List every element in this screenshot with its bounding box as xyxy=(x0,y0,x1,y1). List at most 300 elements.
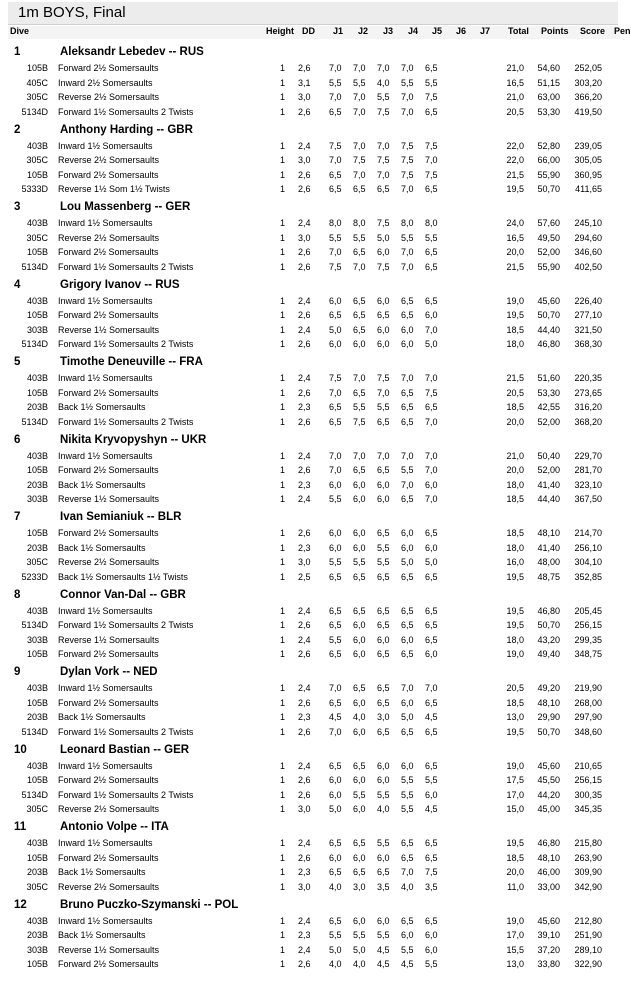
judge-score-j3: 6,5 xyxy=(377,620,390,630)
judge-score-j5: 6,5 xyxy=(425,528,438,538)
dive-total: 22,0 xyxy=(506,155,524,165)
judge-score-j4: 6,5 xyxy=(401,620,414,630)
dive-dd: 2,3 xyxy=(298,867,311,877)
judge-score-j1: 5,5 xyxy=(329,77,342,88)
dive-description: Reverse 1½ Somersaults xyxy=(58,634,160,645)
diver-header xyxy=(8,432,620,450)
judge-score-j3: 6,0 xyxy=(377,479,390,490)
dive-height: 1 xyxy=(280,944,286,955)
cumulative-score: 212,80 xyxy=(574,915,602,926)
dive-points: 48,10 xyxy=(537,852,560,863)
judge-score-j5: 6,5 xyxy=(425,261,438,272)
dive-description: Inward 1½ Somersaults xyxy=(58,218,153,228)
dive-height: 1 xyxy=(280,218,286,228)
dive-points: 46,80 xyxy=(537,605,560,616)
dive-code: 105B xyxy=(26,387,48,398)
dive-height: 1 xyxy=(280,247,286,257)
dive-points: 49,50 xyxy=(537,232,560,243)
judge-score-j1: 5,0 xyxy=(329,324,342,335)
judge-score-j4: 5,5 xyxy=(401,77,414,88)
dive-code: 105B xyxy=(26,169,48,180)
dive-height: 1 xyxy=(280,416,286,427)
dive-description: Forward 1½ Somersaults 2 Twists xyxy=(58,416,194,427)
judge-score-j2: 6,5 xyxy=(353,838,366,848)
dive-dd: 2,6 xyxy=(298,416,311,427)
dive-description: Reverse 1½ Som 1½ Twists xyxy=(58,184,170,194)
dive-row xyxy=(8,556,620,571)
dive-code: 203B xyxy=(26,542,48,553)
judge-score-j1: 6,0 xyxy=(329,295,342,306)
dive-total: 16,5 xyxy=(506,232,524,243)
dive-total: 19,5 xyxy=(506,838,524,848)
judge-score-j3: 4,5 xyxy=(377,944,390,955)
judge-score-j3: 6,5 xyxy=(377,697,390,708)
judge-score-j4: 6,0 xyxy=(401,542,414,553)
dive-description: Reverse 1½ Somersaults xyxy=(58,324,160,335)
dive-code: 305C xyxy=(26,804,48,814)
cumulative-score: 402,50 xyxy=(574,261,602,272)
judge-score-j4: 6,5 xyxy=(401,402,414,412)
dive-code: 105B xyxy=(26,697,48,708)
dive-total: 20,0 xyxy=(506,247,524,257)
dive-dd: 3,0 xyxy=(298,881,311,892)
cumulative-score: 304,10 xyxy=(574,557,602,567)
dive-row xyxy=(8,324,620,339)
judge-score-j2: 7,0 xyxy=(353,106,366,117)
dive-description: Forward 1½ Somersaults 2 Twists xyxy=(58,261,194,272)
dive-code: 203B xyxy=(26,479,48,490)
dive-points: 50,70 xyxy=(537,310,560,320)
dive-height: 1 xyxy=(280,169,286,180)
dive-description: Forward 1½ Somersaults 2 Twists xyxy=(58,726,194,737)
dive-total: 15,5 xyxy=(506,944,524,955)
judge-score-j4: 5,5 xyxy=(401,944,414,955)
judge-score-j4: 6,5 xyxy=(401,295,414,306)
dive-points: 50,40 xyxy=(537,450,560,461)
cumulative-score: 263,90 xyxy=(574,852,602,863)
dive-dd: 3,0 xyxy=(298,804,311,814)
judge-score-j1: 6,5 xyxy=(329,184,342,194)
cumulative-score: 252,05 xyxy=(574,63,602,73)
judge-score-j4: 5,5 xyxy=(401,789,414,800)
judge-score-j3: 7,0 xyxy=(377,63,390,73)
cumulative-score: 226,40 xyxy=(574,295,602,306)
dive-points: 37,20 xyxy=(537,944,560,955)
judge-score-j3: 6,0 xyxy=(377,760,390,771)
judge-score-j3: 6,0 xyxy=(377,324,390,335)
dive-row xyxy=(8,106,620,121)
dive-code: 105B xyxy=(26,528,48,538)
judge-score-j2: 5,5 xyxy=(353,789,366,800)
dive-code: 5233D xyxy=(21,571,48,582)
dive-dd: 2,4 xyxy=(298,634,311,645)
dive-row xyxy=(8,542,620,557)
dive-dd: 2,4 xyxy=(298,683,311,693)
dive-description: Reverse 2½ Somersaults xyxy=(58,557,160,567)
judge-score-j4: 5,0 xyxy=(401,557,414,567)
diver-block xyxy=(8,277,620,355)
dive-height: 1 xyxy=(280,867,286,877)
dive-height: 1 xyxy=(280,620,286,630)
dive-row xyxy=(8,760,620,775)
judge-score-j1: 6,5 xyxy=(329,605,342,616)
diver-name: Ivan Semianiuk -- BLR xyxy=(60,511,182,523)
dive-description: Reverse 1½ Somersaults xyxy=(58,944,160,955)
diver-block xyxy=(8,432,620,510)
page-title: 1m BOYS, Final xyxy=(18,4,126,21)
dive-points: 45,60 xyxy=(537,915,560,926)
dive-code: 203B xyxy=(26,402,48,412)
cumulative-score: 323,10 xyxy=(574,479,602,490)
dive-height: 1 xyxy=(280,571,286,582)
dive-height: 1 xyxy=(280,310,286,320)
diver-name: Grigory Ivanov -- RUS xyxy=(60,278,180,291)
judge-score-j3: 5,5 xyxy=(377,402,390,412)
dive-description: Back 1½ Somersaults xyxy=(58,712,146,722)
dive-total: 18,5 xyxy=(506,324,524,335)
judge-score-j1: 6,0 xyxy=(329,479,342,490)
judge-score-j2: 6,0 xyxy=(353,726,366,737)
judge-score-j4: 7,5 xyxy=(401,140,414,151)
judge-score-j4: 6,5 xyxy=(401,915,414,926)
judge-score-j5: 6,5 xyxy=(425,571,438,582)
diver-block xyxy=(8,819,620,897)
dive-code: 403B xyxy=(26,373,48,383)
judge-score-j4: 6,0 xyxy=(401,528,414,538)
col-j3: J3 xyxy=(383,26,394,36)
diver-name: Nikita Kryvopyshyn -- UKR xyxy=(60,433,207,446)
dive-code: 105B xyxy=(26,310,48,320)
dive-code: 5134D xyxy=(21,416,48,427)
dive-row xyxy=(8,605,620,620)
judge-score-j2: 6,5 xyxy=(353,295,366,306)
dive-dd: 2,4 xyxy=(298,944,311,955)
judge-score-j5: 6,0 xyxy=(425,542,438,553)
dive-row xyxy=(8,726,620,741)
dive-description: Inward 1½ Somersaults xyxy=(58,915,153,926)
judge-score-j1: 7,5 xyxy=(329,373,342,383)
judge-score-j3: 5,5 xyxy=(377,92,390,102)
judge-score-j4: 7,0 xyxy=(401,450,414,461)
col-j7: J7 xyxy=(480,26,491,36)
judge-score-j4: 6,0 xyxy=(401,634,414,645)
dive-code: 203B xyxy=(26,930,48,940)
cumulative-score: 256,10 xyxy=(574,542,602,553)
dive-code: 105B xyxy=(26,959,48,969)
dive-height: 1 xyxy=(280,915,286,926)
judge-score-j1: 5,5 xyxy=(329,557,342,567)
cumulative-score: 348,75 xyxy=(574,649,602,659)
col-pen: Pen xyxy=(614,26,631,36)
judge-score-j4: 6,5 xyxy=(401,649,414,659)
judge-score-j5: 7,0 xyxy=(425,494,438,504)
judge-score-j5: 5,5 xyxy=(425,77,438,88)
judge-score-j4: 7,0 xyxy=(401,373,414,383)
dive-total: 21,0 xyxy=(506,450,524,461)
judge-score-j3: 7,0 xyxy=(377,169,390,180)
dive-dd: 2,6 xyxy=(298,649,311,659)
judge-score-j1: 6,5 xyxy=(329,915,342,926)
dive-total: 19,0 xyxy=(506,915,524,926)
dive-points: 50,70 xyxy=(537,726,560,737)
dive-code: 203B xyxy=(26,867,48,877)
col-dd: DD xyxy=(302,26,315,36)
diver-name: Antonio Volpe -- ITA xyxy=(60,821,169,833)
dive-points: 52,00 xyxy=(537,247,560,257)
cumulative-score: 316,20 xyxy=(574,402,602,412)
judge-score-j1: 6,0 xyxy=(329,789,342,800)
diver-block xyxy=(8,897,620,975)
dive-row xyxy=(8,479,620,494)
cumulative-score: 348,60 xyxy=(574,726,602,737)
judge-score-j1: 6,5 xyxy=(329,416,342,427)
dive-total: 20,0 xyxy=(506,416,524,427)
judge-score-j1: 4,0 xyxy=(329,881,342,892)
dive-dd: 2,6 xyxy=(298,959,311,969)
judge-score-j3: 6,5 xyxy=(377,867,390,877)
diver-name: Timothe Deneuville -- FRA xyxy=(60,356,203,368)
judge-score-j2: 7,0 xyxy=(353,169,366,180)
judge-score-j2: 6,0 xyxy=(353,697,366,708)
dive-description: Inward 1½ Somersaults xyxy=(58,140,153,151)
dive-code: 203B xyxy=(26,712,48,722)
dive-total: 21,5 xyxy=(506,261,524,272)
dive-description: Forward 2½ Somersaults xyxy=(58,310,159,320)
dive-points: 55,90 xyxy=(537,169,560,180)
dive-height: 1 xyxy=(280,760,286,771)
dive-code: 303B xyxy=(26,494,48,504)
dive-height: 1 xyxy=(280,838,286,848)
dive-total: 19,0 xyxy=(506,649,524,659)
dive-dd: 2,4 xyxy=(298,494,311,504)
dive-description: Back 1½ Somersaults xyxy=(58,930,146,940)
dive-points: 45,60 xyxy=(537,760,560,771)
judge-score-j3: 6,0 xyxy=(377,247,390,257)
judge-score-j5: 7,0 xyxy=(425,324,438,335)
dive-row xyxy=(8,183,620,198)
dive-dd: 3,0 xyxy=(298,155,311,165)
judge-score-j4: 6,0 xyxy=(401,324,414,335)
diver-header xyxy=(8,44,620,62)
dive-dd: 3,0 xyxy=(298,92,311,102)
dive-points: 44,40 xyxy=(537,324,560,335)
dive-height: 1 xyxy=(280,77,286,88)
col-height: Height xyxy=(266,26,294,36)
dive-total: 20,5 xyxy=(506,683,524,693)
judge-score-j2: 6,5 xyxy=(353,605,366,616)
dive-total: 16,0 xyxy=(506,557,524,567)
cumulative-score: 360,95 xyxy=(574,169,602,180)
judge-score-j2: 6,5 xyxy=(353,867,366,877)
dive-height: 1 xyxy=(280,465,286,475)
cumulative-score: 297,90 xyxy=(574,712,602,722)
judge-score-j3: 6,0 xyxy=(377,295,390,306)
dive-code: 305C xyxy=(26,92,48,102)
dive-height: 1 xyxy=(280,402,286,412)
judge-score-j5: 6,0 xyxy=(425,479,438,490)
cumulative-score: 277,10 xyxy=(574,310,602,320)
dive-row xyxy=(8,387,620,402)
dive-dd: 2,4 xyxy=(298,140,311,151)
judge-score-j5: 6,0 xyxy=(425,649,438,659)
dive-points: 53,30 xyxy=(537,106,560,117)
judge-score-j1: 6,0 xyxy=(329,339,342,349)
column-header-row xyxy=(8,26,631,39)
cumulative-score: 309,90 xyxy=(574,867,602,877)
dive-height: 1 xyxy=(280,542,286,553)
judge-score-j1: 6,5 xyxy=(329,571,342,582)
dive-height: 1 xyxy=(280,339,286,349)
diver-name: Dylan Vork -- NED xyxy=(60,666,158,678)
dive-row xyxy=(8,527,620,542)
judge-score-j4: 6,5 xyxy=(401,416,414,427)
dive-description: Inward 2½ Somersaults xyxy=(58,77,153,88)
judge-score-j1: 6,0 xyxy=(329,528,342,538)
dive-dd: 2,4 xyxy=(298,373,311,383)
judge-score-j1: 7,0 xyxy=(329,387,342,398)
judge-score-j2: 4,0 xyxy=(353,712,366,722)
dive-code: 5333D xyxy=(21,184,48,194)
dive-code: 303B xyxy=(26,944,48,955)
dive-code: 105B xyxy=(26,63,48,73)
dive-code: 305C xyxy=(26,232,48,243)
dive-row xyxy=(8,217,620,232)
dive-row xyxy=(8,261,620,276)
dive-code: 303B xyxy=(26,634,48,645)
diver-rank: 3 xyxy=(14,201,21,213)
dive-height: 1 xyxy=(280,804,286,814)
diver-rank: 12 xyxy=(14,898,27,911)
judge-score-j5: 6,5 xyxy=(425,726,438,737)
dive-row xyxy=(8,789,620,804)
dive-dd: 2,6 xyxy=(298,528,311,538)
judge-score-j5: 7,5 xyxy=(425,387,438,398)
judge-score-j4: 7,0 xyxy=(401,184,414,194)
judge-score-j3: 5,5 xyxy=(377,930,390,940)
judge-score-j5: 7,0 xyxy=(425,373,438,383)
dive-description: Forward 2½ Somersaults xyxy=(58,247,159,257)
col-j6: J6 xyxy=(456,26,467,36)
judge-score-j2: 5,5 xyxy=(353,402,366,412)
judge-score-j2: 6,0 xyxy=(353,915,366,926)
dive-height: 1 xyxy=(280,261,286,272)
cumulative-score: 300,35 xyxy=(574,789,602,800)
diver-rank: 6 xyxy=(14,433,21,446)
judge-score-j4: 6,5 xyxy=(401,310,414,320)
dive-points: 49,20 xyxy=(537,683,560,693)
diver-rank: 10 xyxy=(14,743,27,756)
dive-code: 105B xyxy=(26,775,48,785)
dive-description: Inward 1½ Somersaults xyxy=(58,838,153,848)
dive-row xyxy=(8,837,620,852)
dive-points: 46,80 xyxy=(537,339,560,349)
diver-header xyxy=(8,587,620,605)
dive-points: 41,40 xyxy=(537,542,560,553)
dive-row xyxy=(8,697,620,712)
judge-score-j4: 6,5 xyxy=(401,605,414,616)
judge-score-j2: 5,5 xyxy=(353,232,366,243)
cumulative-score: 219,90 xyxy=(574,683,602,693)
dive-total: 18,0 xyxy=(506,634,524,645)
judge-score-j5: 4,5 xyxy=(425,804,438,814)
diver-name: Aleksandr Lebedev -- RUS xyxy=(60,46,204,58)
judge-score-j3: 6,5 xyxy=(377,605,390,616)
dive-total: 13,0 xyxy=(506,959,524,969)
judge-score-j4: 6,5 xyxy=(401,838,414,848)
dive-dd: 2,6 xyxy=(298,261,311,272)
cumulative-score: 367,50 xyxy=(574,494,602,504)
judge-score-j4: 4,5 xyxy=(401,959,414,969)
judge-score-j3: 6,5 xyxy=(377,649,390,659)
judge-score-j5: 6,0 xyxy=(425,310,438,320)
judge-score-j3: 7,0 xyxy=(377,450,390,461)
diver-rank: 2 xyxy=(14,123,21,136)
judge-score-j4: 7,0 xyxy=(401,247,414,257)
dive-points: 55,90 xyxy=(537,261,560,272)
judge-score-j2: 5,5 xyxy=(353,557,366,567)
dive-description: Inward 1½ Somersaults xyxy=(58,683,153,693)
dive-dd: 2,4 xyxy=(298,450,311,461)
judge-score-j5: 5,5 xyxy=(425,232,438,243)
cumulative-score: 305,05 xyxy=(574,155,602,165)
dive-row xyxy=(8,450,620,465)
dive-dd: 2,6 xyxy=(298,789,311,800)
judge-score-j3: 6,0 xyxy=(377,915,390,926)
judge-score-j2: 5,0 xyxy=(353,944,366,955)
judge-score-j3: 5,5 xyxy=(377,557,390,567)
dive-height: 1 xyxy=(280,140,286,151)
dive-dd: 3,1 xyxy=(298,77,311,88)
dive-row xyxy=(8,169,620,184)
dive-code: 403B xyxy=(26,450,48,461)
judge-score-j5: 6,5 xyxy=(425,697,438,708)
cumulative-score: 239,05 xyxy=(574,140,602,151)
dive-code: 5134D xyxy=(21,339,48,349)
dive-description: Forward 1½ Somersaults 2 Twists xyxy=(58,789,194,800)
dive-row xyxy=(8,309,620,324)
dive-code: 105B xyxy=(26,247,48,257)
judge-score-j5: 5,5 xyxy=(425,775,438,785)
dive-points: 33,80 xyxy=(537,959,560,969)
judge-score-j4: 7,5 xyxy=(401,155,414,165)
dive-description: Back 1½ Somersaults 1½ Twists xyxy=(58,571,188,582)
judge-score-j3: 6,0 xyxy=(377,494,390,504)
dive-height: 1 xyxy=(280,387,286,398)
dive-description: Forward 2½ Somersaults xyxy=(58,169,159,180)
dive-description: Reverse 2½ Somersaults xyxy=(58,804,160,814)
dive-height: 1 xyxy=(280,232,286,243)
dive-row xyxy=(8,571,620,586)
dive-points: 52,80 xyxy=(537,140,560,151)
dive-total: 19,5 xyxy=(506,571,524,582)
dive-points: 48,10 xyxy=(537,528,560,538)
dive-code: 403B xyxy=(26,915,48,926)
dive-row xyxy=(8,711,620,726)
dive-total: 21,0 xyxy=(506,92,524,102)
dive-row xyxy=(8,619,620,634)
dive-total: 17,0 xyxy=(506,930,524,940)
judge-score-j1: 8,0 xyxy=(329,218,342,228)
dive-points: 44,40 xyxy=(537,494,560,504)
cumulative-score: 245,10 xyxy=(574,218,602,228)
judge-score-j3: 5,0 xyxy=(377,232,390,243)
diver-header xyxy=(8,277,620,295)
cumulative-score: 346,60 xyxy=(574,247,602,257)
dive-total: 19,5 xyxy=(506,310,524,320)
judge-score-j4: 8,0 xyxy=(401,218,414,228)
judge-score-j2: 6,5 xyxy=(353,571,366,582)
dive-dd: 2,6 xyxy=(298,465,311,475)
